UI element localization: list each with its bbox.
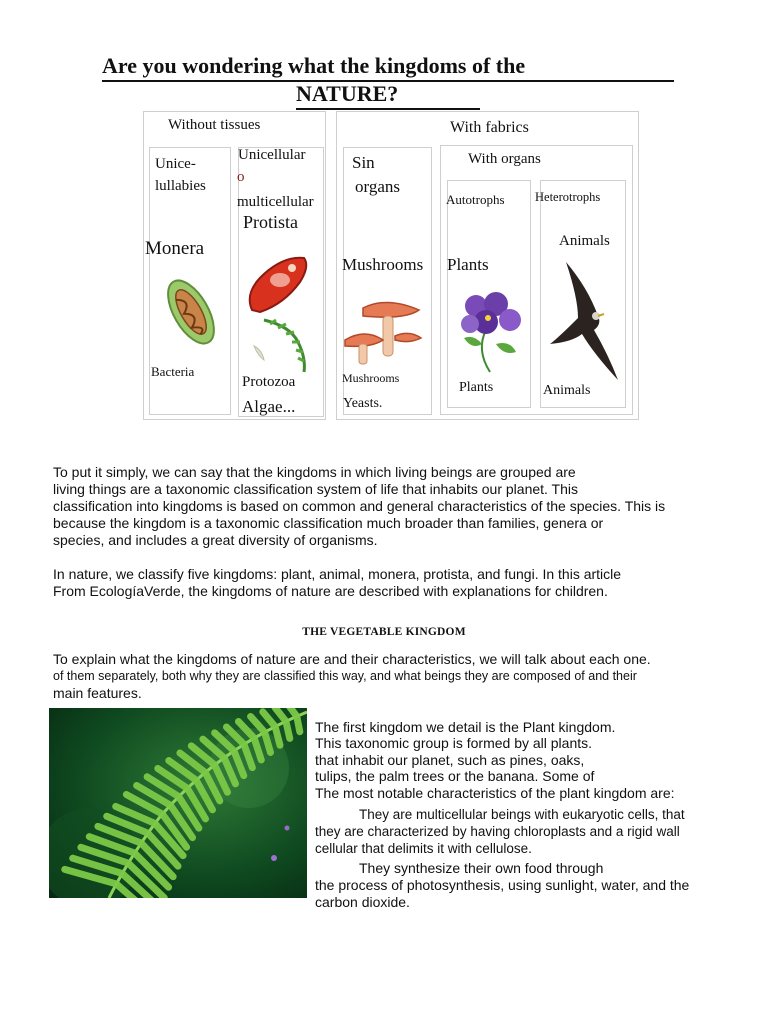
text-line: of them separately, both why they are classified this way, and what beings they are composed of and their [53, 669, 637, 683]
text-line: In nature, we classify five kingdoms: plant, animal, monera, protista, and fungi. In this article [53, 566, 622, 582]
unicellular-label-continued: lullabies [155, 178, 206, 194]
mushrooms-illustration [343, 298, 427, 368]
page-title: Are you wondering what the kingdoms of the [102, 52, 674, 82]
without-tissues-label: Without tissues [168, 117, 261, 133]
autotrophs-label: Autotrophs [446, 192, 505, 207]
col-unicellular-label: Unicellular [238, 147, 306, 163]
col-or-label: o [237, 169, 245, 185]
monera-label: Monera [145, 238, 205, 259]
kingdoms-diagram [0, 0, 768, 430]
protozoa-illustration [244, 252, 312, 316]
unicellular-label: Unice- [155, 156, 196, 172]
mushrooms-heading: Mushrooms [342, 255, 424, 274]
with-fabrics-label: With fabrics [450, 119, 529, 136]
bullet-item-1 [315, 806, 735, 857]
section-heading: THE VEGETABLE KINGDOM [302, 626, 466, 638]
text-line: they are characterized by having chloroplasts and a rigid wall [315, 824, 680, 839]
animals-heading: Animals [559, 233, 610, 249]
fern-leaflet [275, 727, 280, 746]
heterotrophs-label: Heterotrophs [535, 190, 601, 204]
algae-caption: Algae... [242, 397, 296, 416]
intro-paragraph-1 [53, 464, 723, 549]
plants-caption: Plants [459, 380, 494, 395]
protista-label: Protista [243, 212, 299, 232]
fern-leaflet [286, 721, 290, 738]
text-line: main features. [53, 685, 142, 701]
animals-caption: Animals [543, 383, 591, 398]
text-line: the process of photosynthesis, using sunlight, water, and the [315, 877, 690, 893]
protozoa-caption: Protozoa [242, 374, 296, 390]
sin-label: Sin [352, 153, 375, 172]
text-line: carbon dioxide. [315, 894, 410, 910]
with-organs-label: With organs [468, 151, 541, 167]
bullet-item-2 [315, 860, 735, 911]
yeasts-caption: Yeasts. [343, 396, 383, 411]
text-line: This taxonomic group is formed by all plants. [315, 735, 593, 752]
mushrooms-caption: Mushrooms [342, 371, 400, 385]
fern-leaflet [297, 716, 300, 731]
bird-illustration [548, 258, 622, 384]
text-line: living things are a taxonomic classification system of life that inhabits our planet. This [53, 481, 578, 497]
text-line: that inhabit our planet, such as pines, oaks, [315, 751, 585, 768]
plants-heading: Plants [447, 255, 489, 274]
text-line: From EcologíaVerde, the kingdoms of nature are described with explanations for children. [53, 583, 608, 599]
text-line: They are multicellular beings with eukaryotic cells, that [359, 807, 685, 822]
section-intro [53, 651, 733, 702]
bacteria-caption: Bacteria [151, 364, 195, 379]
multicellular-label: multicellular [237, 194, 314, 210]
text-line: classification into kingdoms is based on common and general characteristics of the species. This is [53, 498, 666, 514]
algae-illustration [250, 316, 314, 374]
text-line: tulips, the palm trees or the banana. Some of [315, 768, 595, 785]
text-line: because the kingdom is a taxonomic classification much broader than families, genera or [53, 515, 604, 531]
text-line: They synthesize their own food through [359, 860, 604, 876]
page-title-continued: NATURE? [296, 80, 480, 110]
violet-flower-illustration [456, 290, 526, 374]
organs-label: organs [355, 177, 401, 196]
text-line: To explain what the kingdoms of nature are and their characteristics, we will talk about each one. [53, 651, 651, 667]
bacteria-illustration [160, 272, 222, 352]
text-line: The first kingdom we detail is the Plant kingdom. [315, 719, 616, 735]
text-line: The most notable characteristics of the plant kingdom are: [315, 784, 675, 801]
fern-photo [49, 708, 307, 898]
intro-paragraph-2 [53, 566, 723, 600]
text-line: To put it simply, we can say that the kingdoms in which living beings are grouped are [53, 464, 576, 480]
text-line: cellular that delimits it with cellulose. [315, 841, 532, 856]
text-line: species, and includes a great diversity of organisms. [53, 532, 378, 548]
plant-kingdom-description [315, 719, 735, 801]
